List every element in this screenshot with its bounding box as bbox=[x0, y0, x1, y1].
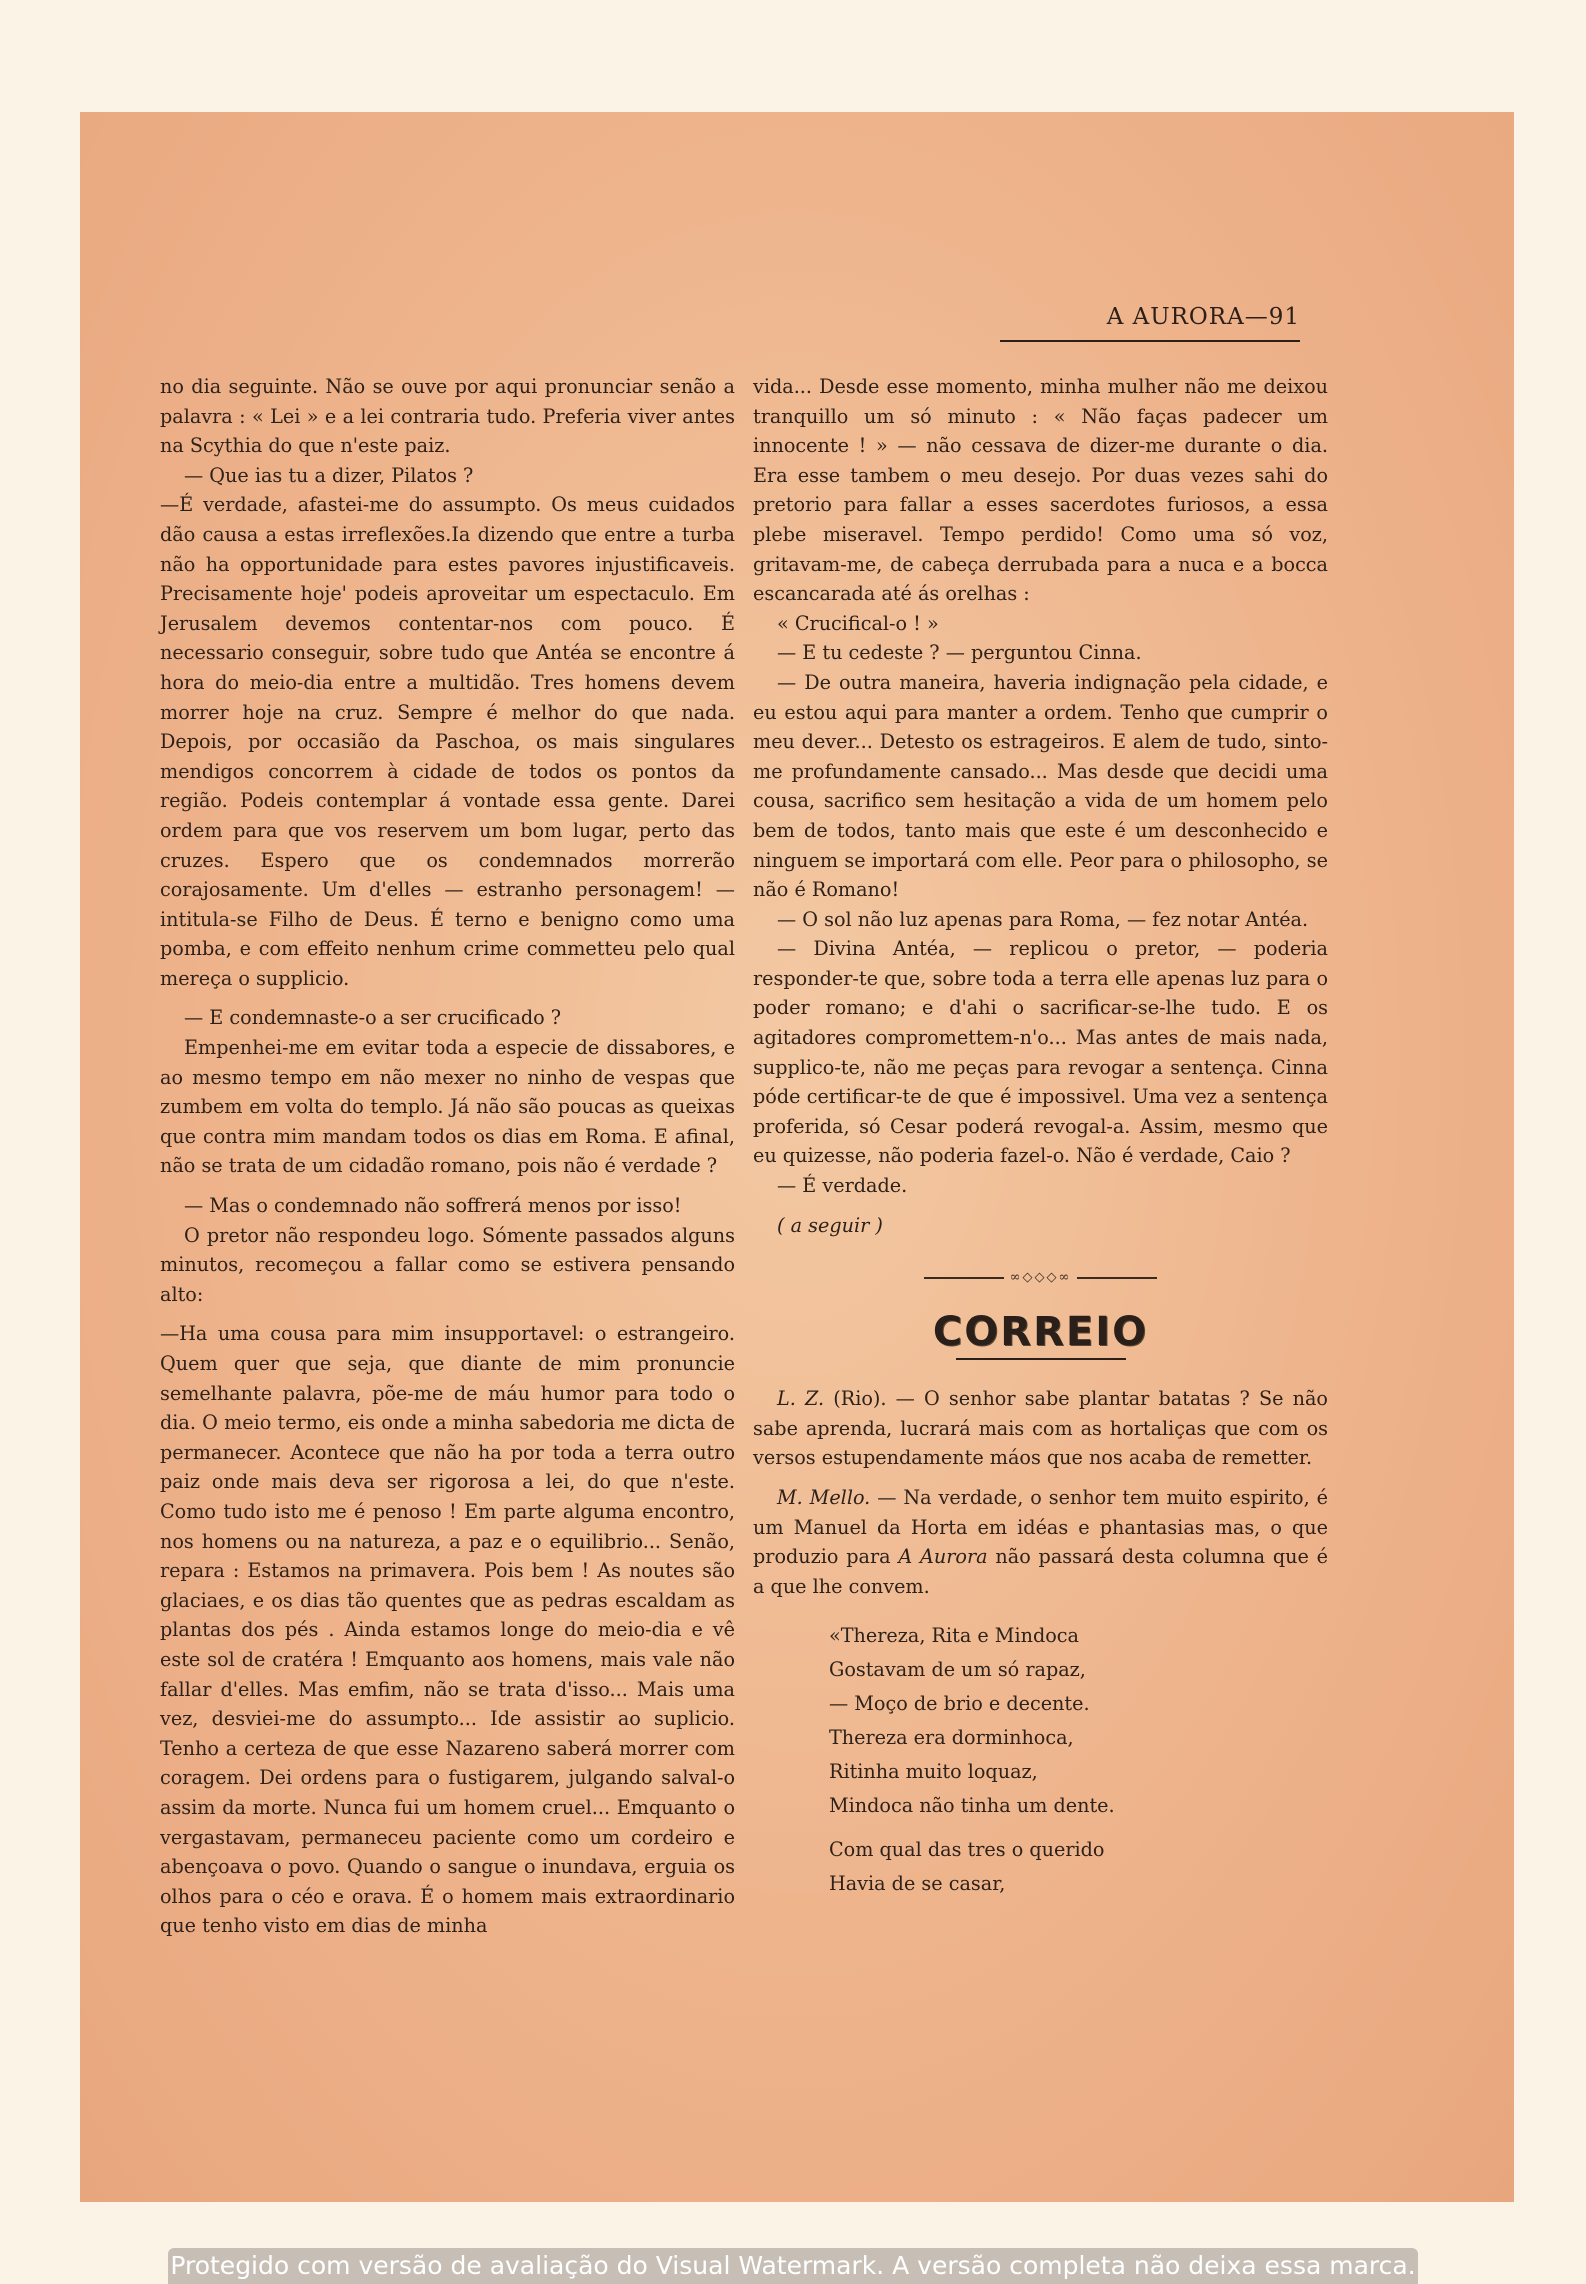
poem-line: Com qual das tres o querido bbox=[829, 1838, 1105, 1862]
correio-recipient: L. Z. bbox=[777, 1387, 825, 1411]
to-be-continued-note: ( a seguir ) bbox=[777, 1213, 883, 1237]
section-title: CORREIO bbox=[932, 1309, 1149, 1356]
article-paragraph: —Ha uma cousa para mim insupportavel: o estrangeiro. Quem quer que seja, que diante de mim pronuncie semelhante palavra, põe-me de máu humor para todo o dia. O meio termo, eis onde a minha sabedoria me dicta de permanecer. Acontece que não ha por toda a terra outro paiz onde mais deva ser rigorosa a lei, do que n'este. Como tudo isto me é penoso ! Em parte alguma encontro, nos homens ou na natureza, a paz e o equilibrio... Senão, repara : Estamos na primavera. Pois bem ! As noutes são glaciaes, e os dias tão quentes que as pedras escaldam as plantas dos pés . Ainda estamos longe do meio-dia e vê este sol de cratéra ! Emquanto aos homens, mais vale não fallar d'elles. Mas emfim, não se trata d'isso... Mais uma vez, desviei-me do assumpto... Ide assistir ao suplicio. Tenho a certeza de que esse Nazareno saberá morrer com coragem. Dei ordens para o fustigarem, julgando salval-o assim da morte. Nunca fui um homem cruel... Emquanto o vergastavam, permaneceu paciente como um cordeiro e abençoava o povo. Quando o sangue o inundava, erguia os olhos para o céo e orava. É o homem mais extraordinario que tenho visto em dias de minha bbox=[160, 1322, 735, 1938]
watermark-notice-bar bbox=[168, 2248, 1418, 2284]
article-paragraph: —É verdade, afastei-me do assumpto. Os meus cuidados dão causa a estas irreflexões.Ia dizendo que entre a turba não ha opportunidade para estes pavores injustificaveis. Precisamente hoje' podeis aproveitar um espectaculo. Em Jerusalem devemos contentar-nos com pouco. É necessario conseguir, sobre tudo que Antéa se encontre á hora do meio-dia entre a multidão. Tres homens devem morrer hoje na cruz. Sempre é melhor do que nada. Depois, por occasião da Paschoa, os mais singulares mendigos concorrem à cidade de todos os pontos da região. Podeis contemplar á vontade essa gente. Darei ordem para que vos reservem um bom lugar, perto das cruzes. Espero que os condemnados morrerão corajosamente. Um d'elles — estranho personagem! — intitula-se Filho de Deus. É terno e benigno como uma pomba, e com effeito nenhum crime commetteu pelo qual mereça o supplicio. bbox=[160, 493, 735, 990]
article-paragraph: Empenhei-me em evitar toda a especie de dissabores, e ao mesmo tempo em não mexer no ninho de vespas que zumbem em volta do templo. Já não são poucas as queixas que contra mim mandam todos os dias em Roma. E afinal, não se trata de um cidadão romano, pois não é verdade ? bbox=[160, 1036, 735, 1178]
correio-entry bbox=[753, 1384, 1328, 1473]
article-paragraph: « Crucifical-o ! » bbox=[777, 611, 939, 635]
article-paragraph: O pretor não respondeu logo. Sómente passados alguns minutos, recomeçou a fallar como se estivera pensando alto: bbox=[160, 1223, 735, 1306]
article-paragraph: — De outra maneira, haveria indignação pela cidade, e eu estou aqui para manter a ordem. Tenho que cumprir o meu dever... Detesto os estrageiros. E alem de tudo, sinto-me profundamente cansado... Mas desde que decidi uma cousa, sacrifico sem hesitação a vida de um homem pelo bem de todos, tanto mais que este é um desconhecido e ninguem se importará com elle. Peor para o philosopho, se não é Romano! bbox=[753, 670, 1328, 902]
right-column bbox=[753, 372, 1328, 2072]
correio-entry bbox=[753, 1483, 1328, 1601]
poem-line: Havia de se casar, bbox=[829, 1872, 1006, 1896]
article-paragraph: — Que ias tu a dizer, Pilatos ? bbox=[184, 463, 474, 487]
poem-line: Thereza era dorminhoca, bbox=[829, 1726, 1074, 1750]
poem-line: «Thereza, Rita e Mindoca bbox=[829, 1624, 1079, 1648]
correio-reply: (Rio). — O senhor sabe plantar batatas ? Se não sabe aprenda, lucrará mais com as hortaliças que com os versos estupendamente máos que nos acaba de remetter. bbox=[753, 1387, 1328, 1470]
article-paragraph: — Mas o condemnado não soffrerá menos por isso! bbox=[184, 1194, 682, 1218]
correio-reply: — Na verdade, o senhor tem muito espirito, é um Manuel da Horta em idéas e phantasias mas, o que produzio para bbox=[753, 1486, 1329, 1569]
article-paragraph: no dia seguinte. Não se ouve por aqui pronunciar senão a palavra : « Lei » e a lei contraria tudo. Preferia viver antes na Scythia do que n'este paiz. bbox=[160, 375, 735, 458]
ornament-line-right bbox=[1077, 1277, 1157, 1279]
quoted-poem bbox=[753, 1619, 1328, 1901]
article-paragraph: — E condemnaste-o a ser crucificado ? bbox=[184, 1006, 562, 1030]
poem-line: Gostavam de um só rapaz, bbox=[829, 1658, 1086, 1682]
article-paragraph: — O sol não luz apenas para Roma, — fez notar Antéa. bbox=[777, 907, 1309, 931]
title-rule bbox=[956, 1358, 1126, 1360]
poem-line: Mindoca não tinha um dente. bbox=[829, 1794, 1115, 1818]
article-paragraph: — Divina Antéa, — replicou o pretor, — poderia responder-te que, sobre toda a terra elle apenas luz para o poder romano; e d'ahi o sacrificar-se-lhe tudo. E os agitadores compromettem-n'o... Mas antes de mais nada, supplico-te, não me peças para revogar a sentença. Cinna póde certificar-te de que é impossivel. Uma vez a sentença proferida, só Cesar poderá revogal-a. Assim, mesmo que eu quizesse, não poderia fazel-o. Não é verdade, Caio ? bbox=[753, 937, 1328, 1168]
left-column bbox=[160, 372, 735, 2072]
article-paragraph: — E tu cedeste ? — perguntou Cinna. bbox=[777, 641, 1142, 665]
ornament-line-left bbox=[924, 1277, 1004, 1279]
running-header bbox=[1000, 304, 1300, 342]
poem-line: Ritinha muito loquaz, bbox=[829, 1760, 1038, 1784]
journal-name: A Aurora bbox=[898, 1545, 988, 1569]
article-paragraph: vida... Desde esse momento, minha mulher não me deixou tranquillo um só minuto : « Não faças padecer um innocente ! » — não cessava de dizer-me durante o dia. Era esse tambem o meu desejo. Por duas vezes sahi do pretorio para fallar a esses sacerdotes furiosos, a essa plebe miseravel. Tempo perdido! Como uma só voz, gritavam-me, de cabeça derrubada para a nuca e a bocca escancarada até ás orelhas : bbox=[753, 375, 1328, 606]
correio-reply-end: não passará desta columna que é a que lhe convem. bbox=[753, 1545, 1328, 1598]
page-header-title: A AURORA—91 bbox=[1106, 304, 1300, 330]
watermark-notice: Protegido com versão de avaliação do Visual Watermark. A versão completa não deixa essa marca. bbox=[170, 2251, 1416, 2280]
stanza-break bbox=[829, 1823, 1328, 1833]
section-ornament bbox=[753, 1268, 1328, 1288]
poem-line: — Moço de brio e decente. bbox=[829, 1692, 1090, 1716]
story-continuation bbox=[753, 372, 1328, 1201]
correio-recipient: M. Mello. bbox=[777, 1486, 871, 1509]
ornament-flourish-icon: ∞◇◇◇∞ bbox=[1009, 1270, 1072, 1286]
article-paragraph: — É verdade. bbox=[777, 1174, 908, 1198]
